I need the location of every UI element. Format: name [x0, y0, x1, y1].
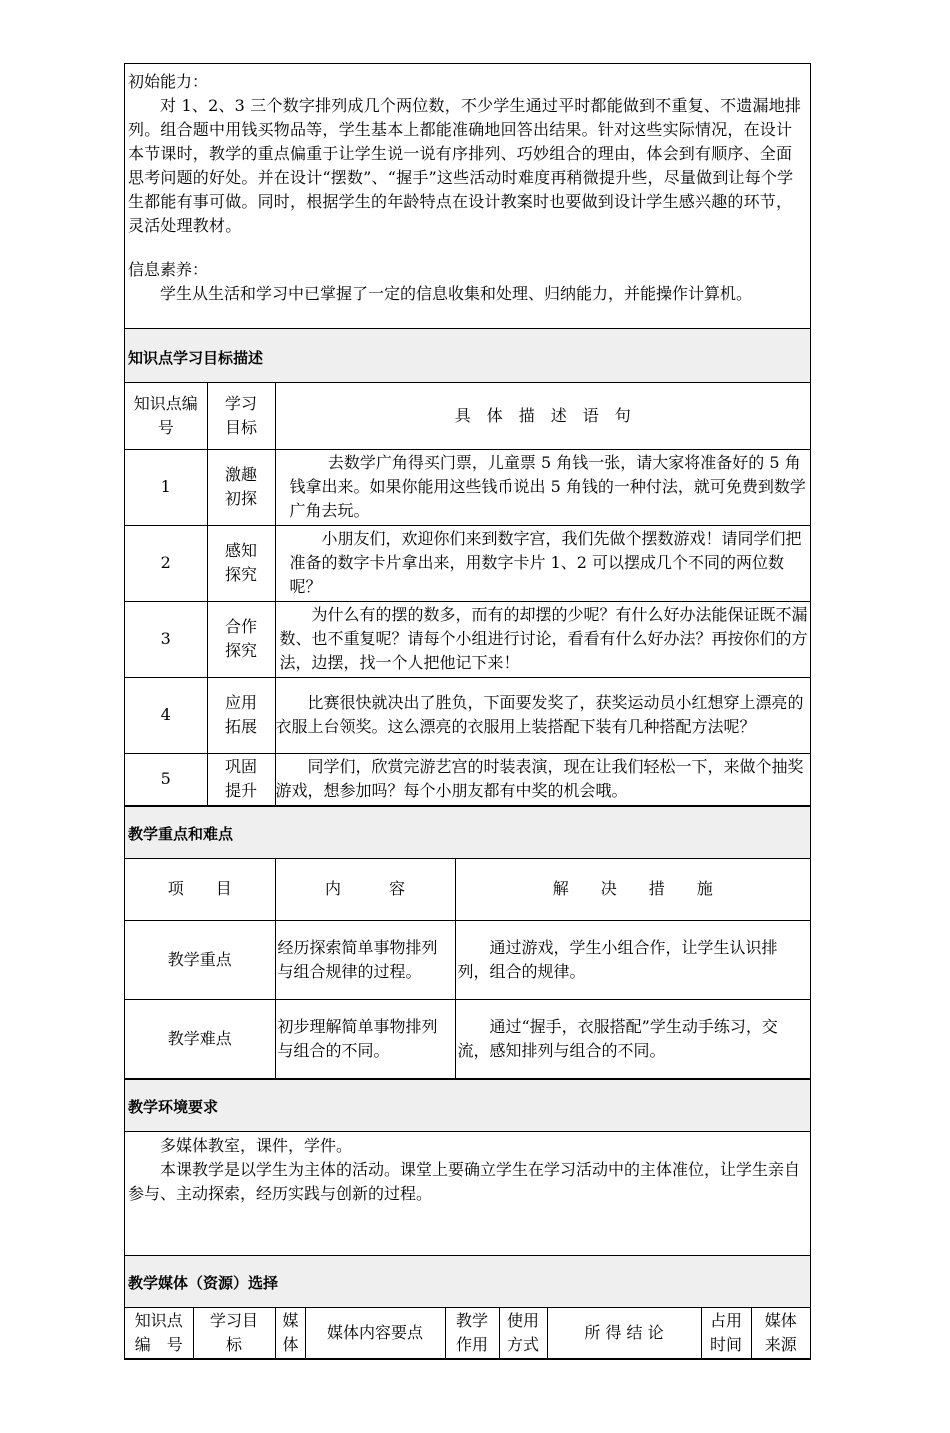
- row-description: 比赛很快就决出了胜负，下面要发奖了，获奖运动员小红想穿上漂亮的衣服上台领奖。这么漂亮的衣服用上装搭配下装有几种搭配方法呢？: [275, 677, 810, 753]
- media-table: [125, 1308, 810, 1359]
- table-header-row: [125, 859, 810, 921]
- header-cell: 媒体来源: [751, 1308, 810, 1358]
- environment-line-2: 本课教学是以学生为主体的活动。课堂上要确立学生在学习活动中的主体准位，让学生亲自参与、主动探索，经历实践与创新的过程。: [128, 1160, 801, 1203]
- header-cell: 学习目标: [207, 383, 275, 449]
- row-goal: 感知探究: [207, 525, 275, 601]
- row-description: 小朋友们，欢迎你们来到数字宫，我们先做个摆数游戏！请同学们把准备的数字卡片拿出来，用数字卡片 1、2 可以摆成几个不同的两位数呢？: [275, 525, 810, 601]
- table-header-row: [125, 1308, 810, 1358]
- row-goal: 激趣初探: [207, 449, 275, 525]
- intro-block: [125, 64, 810, 329]
- info-literacy-heading: 信息素养：: [128, 260, 209, 279]
- table-row: [125, 449, 810, 525]
- header-cell: 媒体内容要点: [305, 1308, 445, 1358]
- row-measure: 通过“握手，衣服搭配”学生动手练习，交流，感知排列与组合的不同。: [455, 1000, 810, 1079]
- table-row: [125, 601, 810, 677]
- environment-block: [125, 1132, 810, 1256]
- environment-line-1: 多媒体教室，课件，学件。: [160, 1136, 353, 1155]
- row-goal: 巩固提升: [207, 753, 275, 805]
- header-cell: 内 容: [275, 859, 455, 921]
- header-cell: 使用方式: [499, 1308, 547, 1358]
- objectives-table-block: [125, 383, 810, 807]
- section-title: 知识点学习目标描述: [128, 349, 264, 367]
- row-number: 5: [125, 753, 207, 805]
- table-row: [125, 677, 810, 753]
- row-number: 2: [125, 525, 207, 601]
- objectives-table: [125, 383, 810, 806]
- section-header-keypoints: [125, 807, 810, 859]
- keypoints-table: [125, 859, 810, 1080]
- row-number: 4: [125, 677, 207, 753]
- row-number: 3: [125, 601, 207, 677]
- row-description: 为什么有的摆的数多，而有的却摆的少呢？有什么好办法能保证既不漏数、也不重复呢？请每个小组进行讨论，看看有什么好办法？再按你们的方法，边摆，找一个人把他记下来！: [275, 601, 810, 677]
- table-row: [125, 525, 810, 601]
- row-description: 去数学广角得买门票，儿童票 5 角钱一张，请大家将准备好的 5 角钱拿出来。如果你能用这些钱币说出 5 角钱的一种付法，就可免费到数学广角去玩。: [275, 449, 810, 525]
- media-table-block: [125, 1308, 810, 1359]
- header-cell: 解 决 措 施: [455, 859, 810, 921]
- row-content: 初步理解简单事物排列与组合的不同。: [275, 1000, 455, 1079]
- section-header-objectives: [125, 329, 810, 383]
- header-cell: 学习目标: [193, 1308, 275, 1358]
- row-description: 同学们，欣赏完游艺宫的时装表演，现在让我们轻松一下，来做个抽奖游戏，想参加吗？每个小朋友都有中奖的机会哦。: [275, 753, 810, 805]
- row-content: 经历探索简单事物排列与组合规律的过程。: [275, 921, 455, 1000]
- header-cell: 占用时间: [701, 1308, 751, 1358]
- row-number: 1: [125, 449, 207, 525]
- row-item: 教学难点: [125, 1000, 275, 1079]
- row-measure: 通过游戏，学生小组合作，让学生认识排列，组合的规律。: [455, 921, 810, 1000]
- initial-ability-paragraph: 对 1、2、3 三个数字排列成几个两位数，不少学生通过平时都能做到不重复、不遗漏地排列。组合题中用钱买物品等，学生基本上都能准确地回答出结果。针对这些实际情况，在设计本节课时，教学的重点偏重于让学生说一说有序排列、巧妙组合的理由，体会到有顺序、全面思考问题的好处。并在设计“摆数”、“握手”这些活动时难度再稍微提升些，尽量做到让每个学生都能有事可做。同时，根据学生的年龄特点在设计教案时也要做到设计学生感兴趣的环节，灵活处理教材。: [128, 96, 802, 235]
- header-cell: 教学作用: [445, 1308, 499, 1358]
- section-header-environment: [125, 1080, 810, 1132]
- section-title: 教学媒体（资源）选择: [128, 1274, 279, 1292]
- header-cell: 所 得 结 论: [547, 1308, 701, 1358]
- header-cell: 具 体 描 述 语 句: [275, 383, 810, 449]
- table-header-row: [125, 383, 810, 449]
- row-goal: 应用拓展: [207, 677, 275, 753]
- initial-ability-heading: 初始能力：: [128, 72, 209, 91]
- header-cell: 项 目: [125, 859, 275, 921]
- table-row: [125, 1000, 810, 1079]
- row-goal: 合作探究: [207, 601, 275, 677]
- lesson-plan-page: [124, 63, 811, 1360]
- info-literacy-paragraph: 学生从生活和学习中已掌握了一定的信息收集和处理、归纳能力，并能操作计算机。: [160, 284, 753, 303]
- header-cell: 知识点编 号: [125, 383, 207, 449]
- keypoints-table-block: [125, 859, 810, 1081]
- header-cell: 知识点编 号: [125, 1308, 193, 1358]
- table-row: [125, 753, 810, 805]
- header-cell: 媒体: [275, 1308, 305, 1358]
- section-title: 教学重点和难点: [128, 824, 234, 843]
- row-item: 教学重点: [125, 921, 275, 1000]
- table-row: [125, 921, 810, 1000]
- section-title: 教学环境要求: [128, 1098, 219, 1116]
- section-header-media: [125, 1256, 810, 1308]
